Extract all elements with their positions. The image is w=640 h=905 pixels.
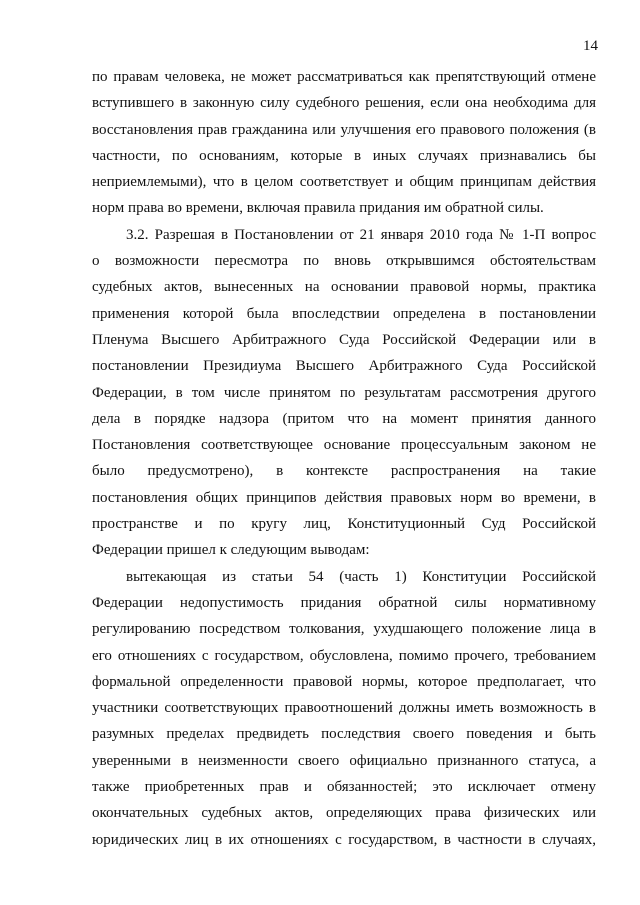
document-body xyxy=(92,64,596,853)
text-line: Федерации, в том числе принятом по результатам рассмотрения другого xyxy=(92,384,596,401)
text-line: пространстве и по кругу лиц, Конституционный Суд Российской xyxy=(92,516,596,533)
text-line: юридических лиц в их отношениях с государством, в частности в случаях, xyxy=(92,831,596,848)
text-line: по правам человека, не может рассматриваться как препятствующий отмене xyxy=(92,69,596,85)
text-line: вступившего в законную силу судебного решения, если она необходима для xyxy=(92,95,596,112)
text-line: частности, по основаниям, которые в иных случаях признавались бы xyxy=(92,147,596,164)
text-line: применения которой была впоследствии определена в постановлении xyxy=(92,305,596,322)
text-line: окончательных судебных актов, определяющих права физических или xyxy=(92,805,596,822)
text-line: восстановления прав гражданина или улучшения его правового положения (в xyxy=(92,121,596,138)
text-line: Федерации пришел к следующим выводам: xyxy=(92,542,370,559)
text-line: его отношениях с государством, обусловлена, помимо прочего, требованием xyxy=(92,647,596,664)
text-line: дела в порядке надзора (притом что на момент принятия данного xyxy=(92,410,596,427)
text-line: судебных актов, вынесенных на основании правовой нормы, практика xyxy=(92,279,596,296)
text-line: Постановления соответствующее основание процессуальным законом не xyxy=(92,437,596,454)
text-line: Федерации недопустимость придания обратной силы нормативному xyxy=(92,594,596,611)
text-line: участники соответствующих правоотношений должны иметь возможность в xyxy=(92,700,596,717)
text-line: норм права во времени, включая правила придания им обратной силы. xyxy=(92,200,544,217)
text-line: вытекающая из статьи 54 (часть 1) Конституции Российской xyxy=(126,568,596,585)
text-line: разумных пределах предвидеть последствия своего поведения и быть xyxy=(92,726,596,743)
page-number: 14 xyxy=(583,38,598,54)
text-line: уверенными в неизменности своего официально признанного статуса, а xyxy=(92,752,596,769)
text-line: 3.2. Разрешая в Постановлении от 21 января 2010 года № 1-П вопрос xyxy=(126,226,596,243)
text-line: регулированию посредством толкования, ухудшающего положение лица в xyxy=(92,621,596,638)
text-line: постановлении Президиума Высшего Арбитражного Суда Российской xyxy=(92,358,596,375)
text-line: неприемлемыми), что в целом соответствует и общим принципам действия xyxy=(92,174,596,191)
text-line: также приобретенных прав и обязанностей; это исключает отмену xyxy=(92,779,596,796)
text-line: о возможности пересмотра по вновь открывшимся обстоятельствам xyxy=(92,253,596,270)
text-line: Пленума Высшего Арбитражного Суда Российской Федерации или в xyxy=(92,331,596,348)
text-line: формальной определенности правовой нормы, которое предполагает, что xyxy=(92,673,596,690)
text-line: было предусмотрено), в контексте распространения на такие xyxy=(92,463,596,480)
text-line: постановления общих принципов действия правовых норм во времени, в xyxy=(92,489,596,506)
